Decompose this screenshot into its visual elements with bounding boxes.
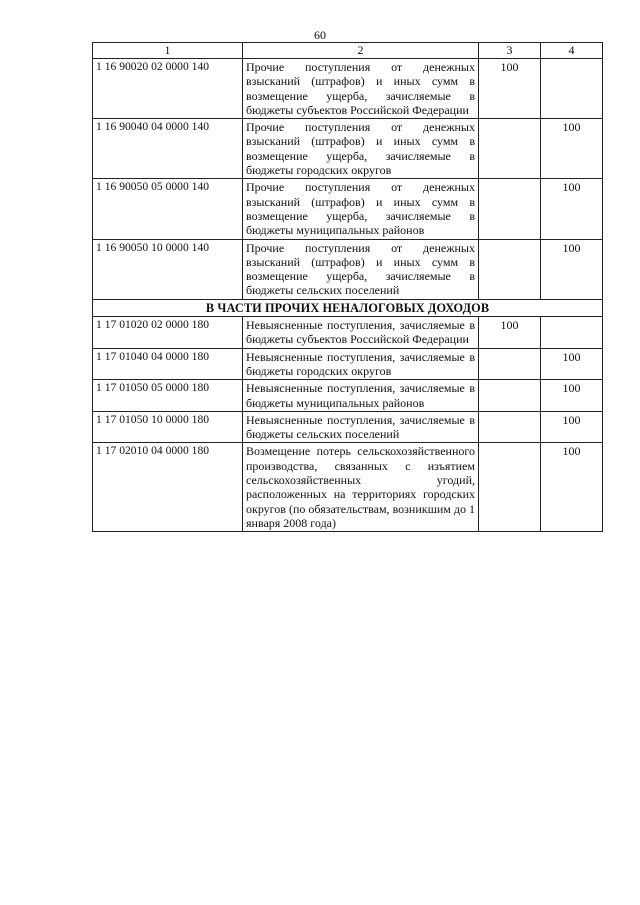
row-code: 1 17 01040 04 0000 180 xyxy=(93,348,243,380)
row-code: 1 16 90020 02 0000 140 xyxy=(93,59,243,119)
page-number: 60 xyxy=(314,28,326,42)
table-row xyxy=(93,317,603,349)
budget-classification-table xyxy=(92,42,603,532)
row-col3-value: 100 xyxy=(479,59,541,119)
column-header-3: 3 xyxy=(479,43,541,59)
row-col3-value xyxy=(479,380,541,412)
row-description: Невыясненные поступления, зачисляемые в бюджеты муниципальных районов xyxy=(243,380,479,412)
row-description: Прочие поступления от денежных взысканий (штрафов) и иных сумм в возмещение ущерба, зачисляемые в бюджеты субъектов Российской Федерации xyxy=(243,59,479,119)
row-description: Невыясненные поступления, зачисляемые в бюджеты городских округов xyxy=(243,348,479,380)
table-row xyxy=(93,380,603,412)
row-col4-value: 100 xyxy=(541,348,603,380)
row-col3-value xyxy=(479,179,541,239)
row-description: Невыясненные поступления, зачисляемые в бюджеты сельских поселений xyxy=(243,411,479,443)
table-row xyxy=(93,59,603,119)
table-header-row xyxy=(93,43,603,59)
row-col3-value xyxy=(479,443,541,532)
table-row xyxy=(93,411,603,443)
row-description: Возмещение потерь сельскохозяйственного производства, связанных с изъятием сельскохозяйственных угодий, расположенных на территориях городских округов (по обязательствам, возникшим до 1 января 2008 года) xyxy=(243,443,479,532)
table-row xyxy=(93,443,603,532)
column-header-1: 1 xyxy=(93,43,243,59)
row-description: Невыясненные поступления, зачисляемые в бюджеты субъектов Российской Федерации xyxy=(243,317,479,349)
row-col4-value: 100 xyxy=(541,239,603,299)
row-code: 1 17 01050 05 0000 180 xyxy=(93,380,243,412)
column-header-4: 4 xyxy=(541,43,603,59)
section-heading-row xyxy=(93,299,603,316)
table-row xyxy=(93,348,603,380)
row-col4-value: 100 xyxy=(541,443,603,532)
row-col4-value: 100 xyxy=(541,380,603,412)
row-code: 1 17 01020 02 0000 180 xyxy=(93,317,243,349)
table-row xyxy=(93,119,603,179)
row-code: 1 16 90050 05 0000 140 xyxy=(93,179,243,239)
row-col3-value xyxy=(479,239,541,299)
row-col3-value xyxy=(479,348,541,380)
row-col4-value xyxy=(541,317,603,349)
row-code: 1 16 90050 10 0000 140 xyxy=(93,239,243,299)
row-col4-value: 100 xyxy=(541,179,603,239)
row-code: 1 16 90040 04 0000 140 xyxy=(93,119,243,179)
table-row xyxy=(93,179,603,239)
row-col4-value: 100 xyxy=(541,119,603,179)
row-description: Прочие поступления от денежных взысканий (штрафов) и иных сумм в возмещение ущерба, зачисляемые в бюджеты сельских поселений xyxy=(243,239,479,299)
row-code: 1 17 02010 04 0000 180 xyxy=(93,443,243,532)
row-col3-value: 100 xyxy=(479,317,541,349)
section-title: В ЧАСТИ ПРОЧИХ НЕНАЛОГОВЫХ ДОХОДОВ xyxy=(93,299,603,316)
row-code: 1 17 01050 10 0000 180 xyxy=(93,411,243,443)
row-description: Прочие поступления от денежных взысканий (штрафов) и иных сумм в возмещение ущерба, зачисляемые в бюджеты муниципальных районов xyxy=(243,179,479,239)
row-col4-value: 100 xyxy=(541,411,603,443)
row-col3-value xyxy=(479,411,541,443)
column-header-2: 2 xyxy=(243,43,479,59)
table-row xyxy=(93,239,603,299)
row-col3-value xyxy=(479,119,541,179)
row-col4-value xyxy=(541,59,603,119)
row-description: Прочие поступления от денежных взысканий (штрафов) и иных сумм в возмещение ущерба, зачисляемые в бюджеты городских округов xyxy=(243,119,479,179)
